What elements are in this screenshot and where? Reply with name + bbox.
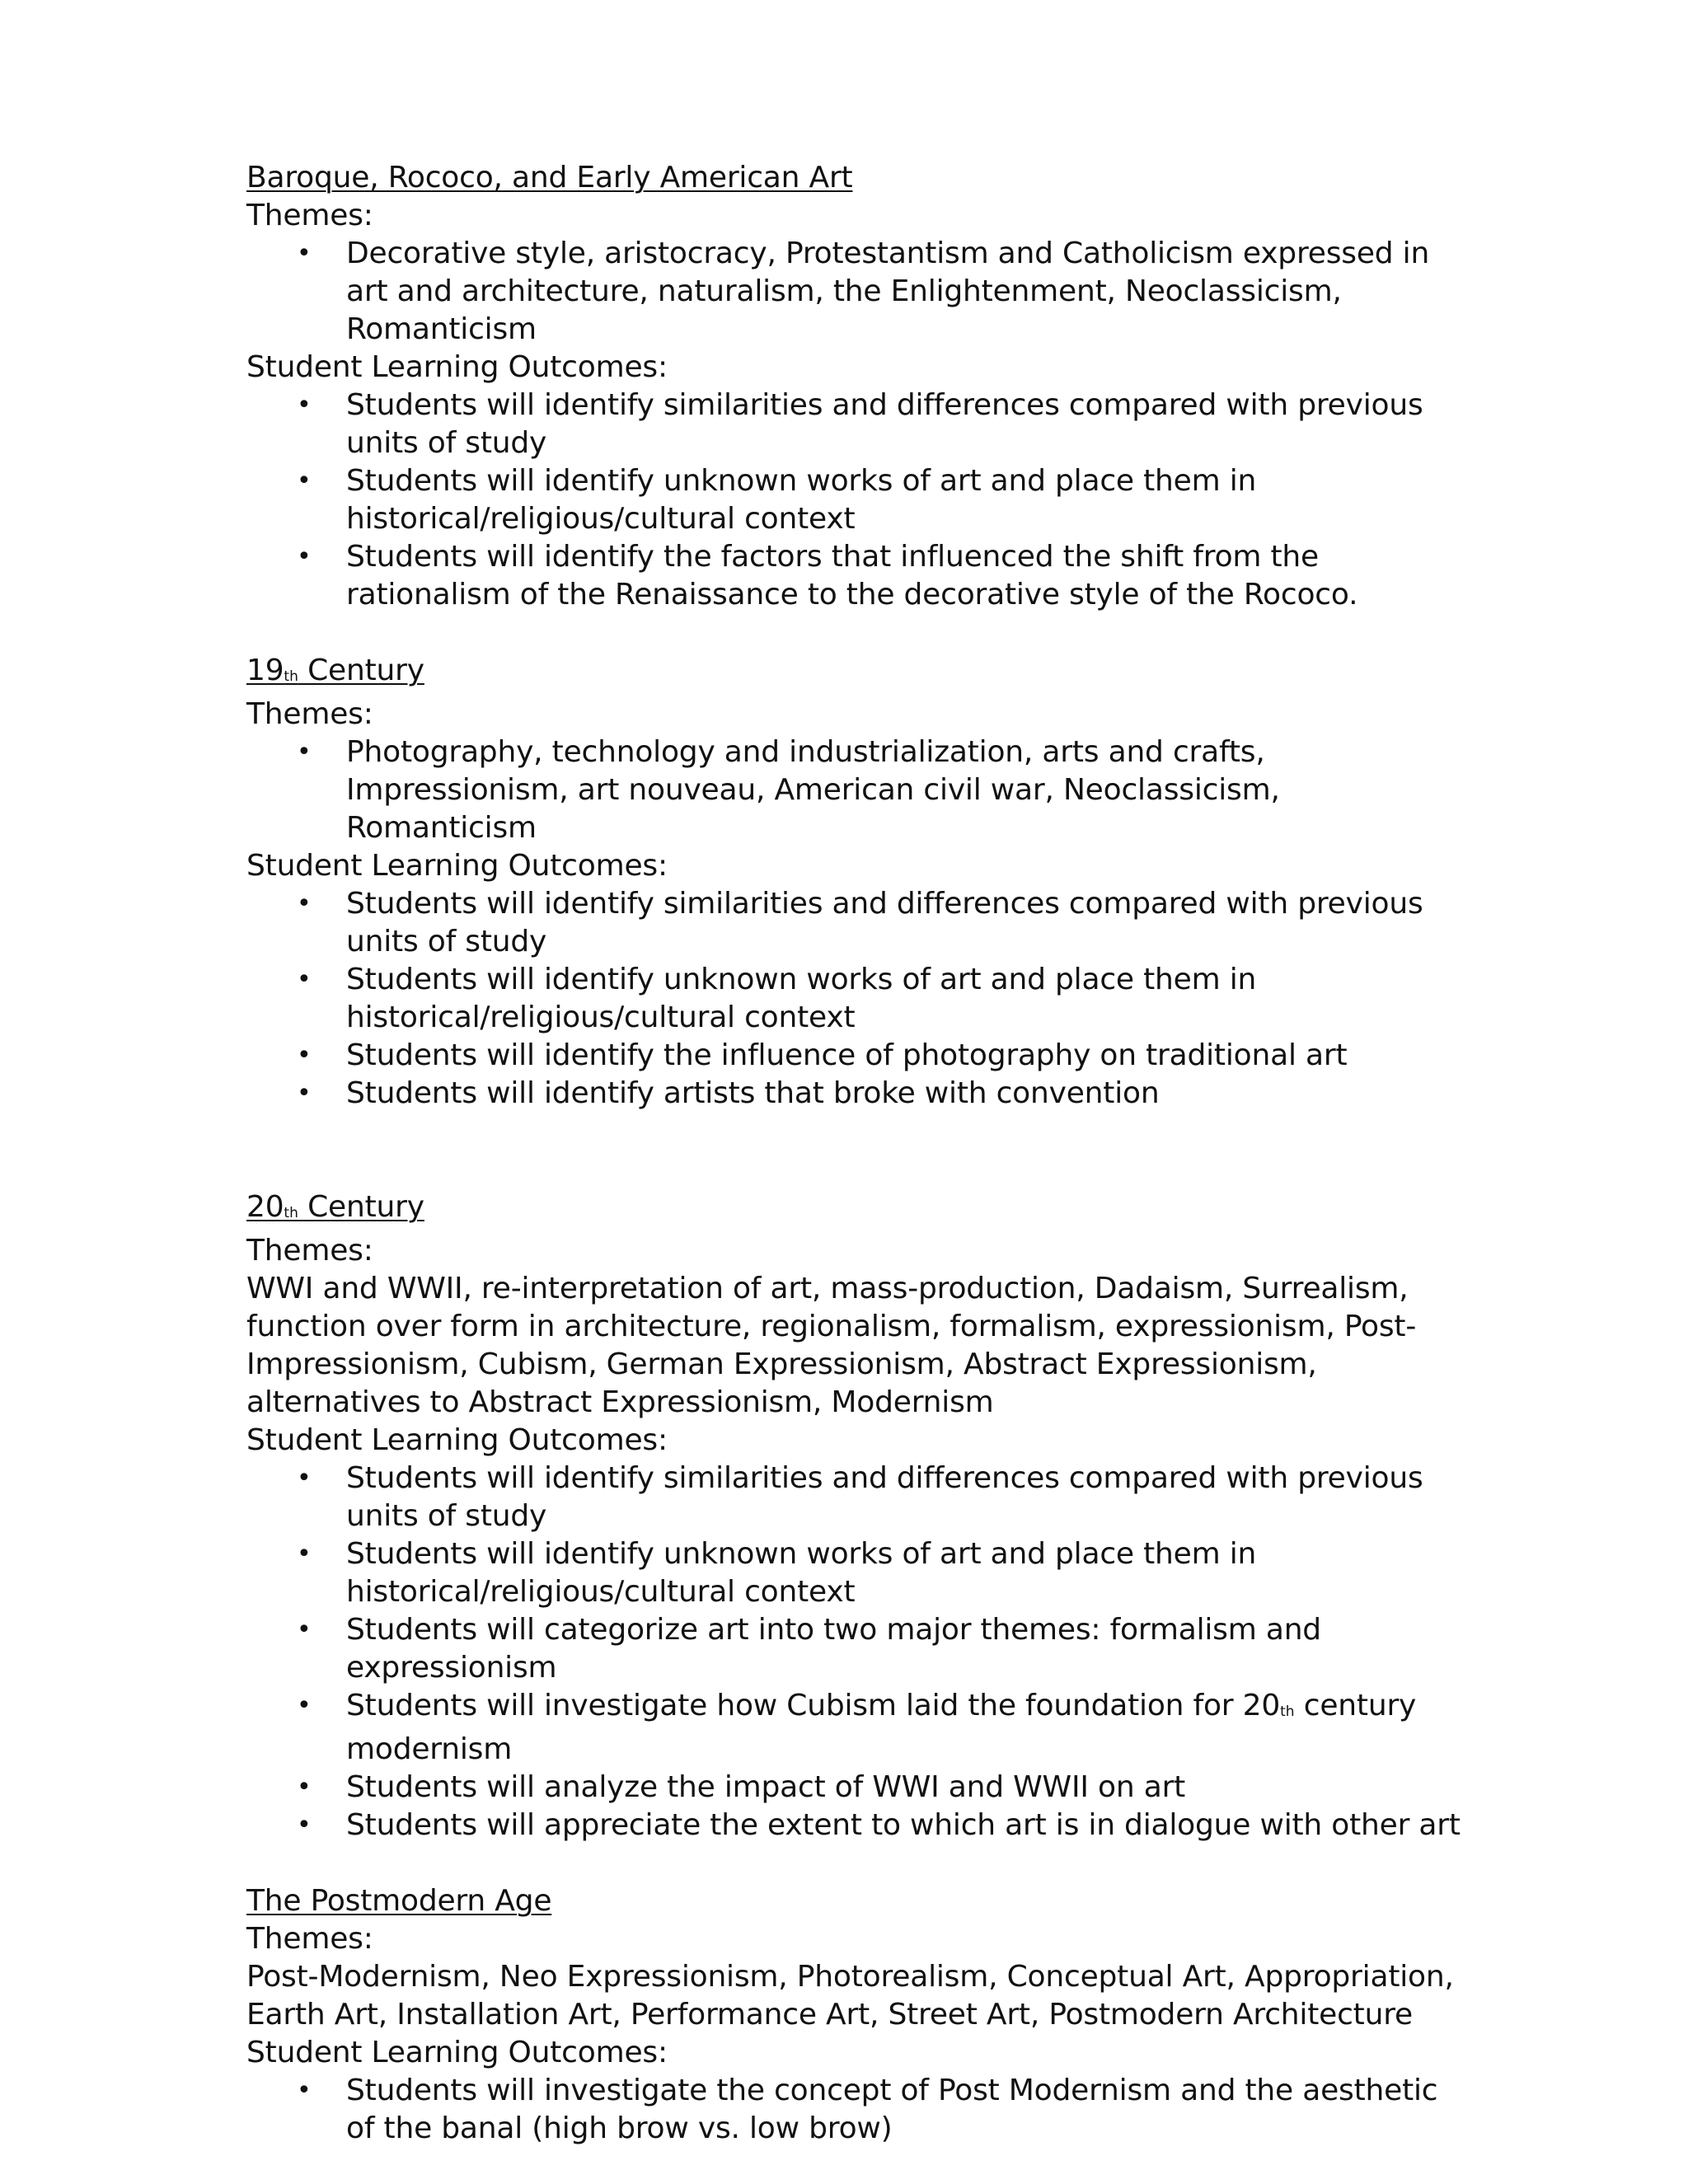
outcomes-label: Student Learning Outcomes:: [246, 849, 668, 883]
list-item: [246, 462, 1466, 538]
section-baroque: [246, 159, 1466, 614]
list-item: [246, 1769, 1466, 1807]
bullet-icon: •: [297, 239, 312, 268]
list-item-text: Students will identify unknown works of art and place them in historical/religious/cultural context: [346, 464, 1257, 536]
list-item: [246, 387, 1466, 462]
bullet-icon: •: [297, 1041, 312, 1070]
bullet-icon: •: [297, 391, 312, 419]
bullet-icon: •: [297, 1773, 312, 1802]
bullet-icon: •: [297, 1540, 312, 1568]
themes-paragraph: Post-Modernism, Neo Expressionism, Photorealism, Conceptual Art, Appropriation, Earth Art, Installation Art, Performance Art, Street Art, Postmodern Architecture: [246, 1960, 1454, 2032]
list-item-text: Students will identify the influence of photography on traditional art: [346, 1038, 1348, 1072]
list-item: [246, 1807, 1466, 1844]
list-item: [246, 1037, 1466, 1075]
themes-label: Themes:: [246, 697, 373, 731]
document-body: [246, 159, 1466, 2148]
list-item-text: Students will appreciate the extent to which art is in dialogue with other art: [346, 1808, 1461, 1842]
list-item-text-rest: century modernism: [346, 1689, 1417, 1766]
bullet-icon: •: [297, 1464, 312, 1493]
section-heading: [246, 652, 1466, 696]
list-item: [246, 885, 1466, 961]
spacer: [246, 1844, 1466, 1882]
heading-superscript: th: [284, 668, 298, 685]
section-postmodern-age: [246, 1882, 1466, 2148]
bullet-icon: •: [297, 1615, 312, 1644]
bullet-icon: •: [297, 542, 312, 571]
list-item-text: Students will identify similarities and differences compared with previous units of study: [346, 887, 1423, 958]
list-item-text: Students will identify artists that broke with convention: [346, 1076, 1160, 1110]
section-20th-century: [246, 1188, 1466, 1844]
bullet-icon: •: [297, 965, 312, 994]
list-item-text: Students will identify unknown works of art and place them in historical/religious/cultural context: [346, 963, 1257, 1034]
bullet-icon: •: [297, 1811, 312, 1840]
list-item-text: Students will identify unknown works of art and place them in historical/religious/cultural context: [346, 1537, 1257, 1609]
list-item-text: Students will identify similarities and differences compared with previous units of study: [346, 388, 1423, 460]
themes-label: Themes:: [246, 199, 373, 232]
heading-text: 20: [246, 1190, 284, 1224]
list-item: [246, 733, 1466, 847]
list-item-text: Students will categorize art into two major themes: formalism and expressionism: [346, 1613, 1321, 1685]
list-item-superscript: th: [1280, 1704, 1295, 1720]
list-item-text: Students will identify similarities and differences compared with previous units of study: [346, 1461, 1423, 1533]
themes-label: Themes:: [246, 1234, 373, 1268]
bullet-icon: •: [297, 466, 312, 495]
bullet-icon: •: [297, 2076, 312, 2105]
section-heading: [246, 1882, 1466, 1920]
bullet-icon: •: [297, 889, 312, 918]
list-item: [246, 1075, 1466, 1113]
list-item: [246, 538, 1466, 614]
outcomes-list: [246, 1460, 1466, 1844]
outcomes-list: [246, 2072, 1466, 2148]
section-heading: [246, 1188, 1466, 1232]
list-item: [246, 1687, 1466, 1769]
themes-paragraph: WWI and WWII, re-interpretation of art, mass-production, Dadaism, Surrealism, function over form in architecture, regionalism, formalism, expressionism, Post-Impressionism, Cubism, German Expressionism, Abstract Expressionism, alternatives to Abstract Expressionism, Modernism: [246, 1272, 1417, 1419]
list-item: [246, 2072, 1466, 2148]
outcomes-list: [246, 387, 1466, 614]
list-item-text: Students will identify the factors that influenced the shift from the rationalism of the Renaissance to the decorative style of the Rococo.: [346, 540, 1358, 612]
heading-text: Baroque, Rococo, and Early American Art: [246, 161, 853, 194]
list-item-text: Students will investigate how Cubism laid the foundation for 20: [346, 1689, 1281, 1722]
list-item: [246, 1611, 1466, 1687]
heading-text: 19: [246, 654, 284, 687]
list-item-text: Students will investigate the concept of Post Modernism and the aesthetic of the banal (high brow vs. low brow): [346, 2074, 1438, 2145]
list-item: [246, 1535, 1466, 1611]
bullet-icon: •: [297, 738, 312, 766]
themes-list: [246, 733, 1466, 847]
spacer: [246, 1113, 1466, 1188]
heading-text-rest: Century: [298, 654, 424, 687]
bullet-icon: •: [297, 1691, 312, 1720]
list-item-text: Students will analyze the impact of WWI and WWII on art: [346, 1770, 1186, 1804]
outcomes-label: Student Learning Outcomes:: [246, 2036, 668, 2069]
outcomes-label: Student Learning Outcomes:: [246, 350, 668, 384]
section-19th-century: [246, 652, 1466, 1113]
spacer: [246, 614, 1466, 652]
heading-superscript: th: [284, 1205, 298, 1221]
heading-text-rest: Century: [298, 1190, 424, 1224]
list-item-text: Photography, technology and industrialization, arts and crafts, Impressionism, art nouveau, American civil war, Neoclassicism, Romanticism: [346, 735, 1280, 845]
themes-label: Themes:: [246, 1922, 373, 1956]
heading-text: The Postmodern Age: [246, 1884, 552, 1918]
bullet-icon: •: [297, 1079, 312, 1108]
list-item: [246, 1460, 1466, 1535]
section-heading: [246, 159, 1466, 197]
themes-list: [246, 235, 1466, 349]
outcomes-list: [246, 885, 1466, 1113]
list-item: [246, 961, 1466, 1037]
outcomes-label: Student Learning Outcomes:: [246, 1423, 668, 1457]
list-item: [246, 235, 1466, 349]
list-item-text: Decorative style, aristocracy, Protestantism and Catholicism expressed in art and architecture, naturalism, the Enlightenment, Neoclassicism, Romanticism: [346, 237, 1430, 346]
